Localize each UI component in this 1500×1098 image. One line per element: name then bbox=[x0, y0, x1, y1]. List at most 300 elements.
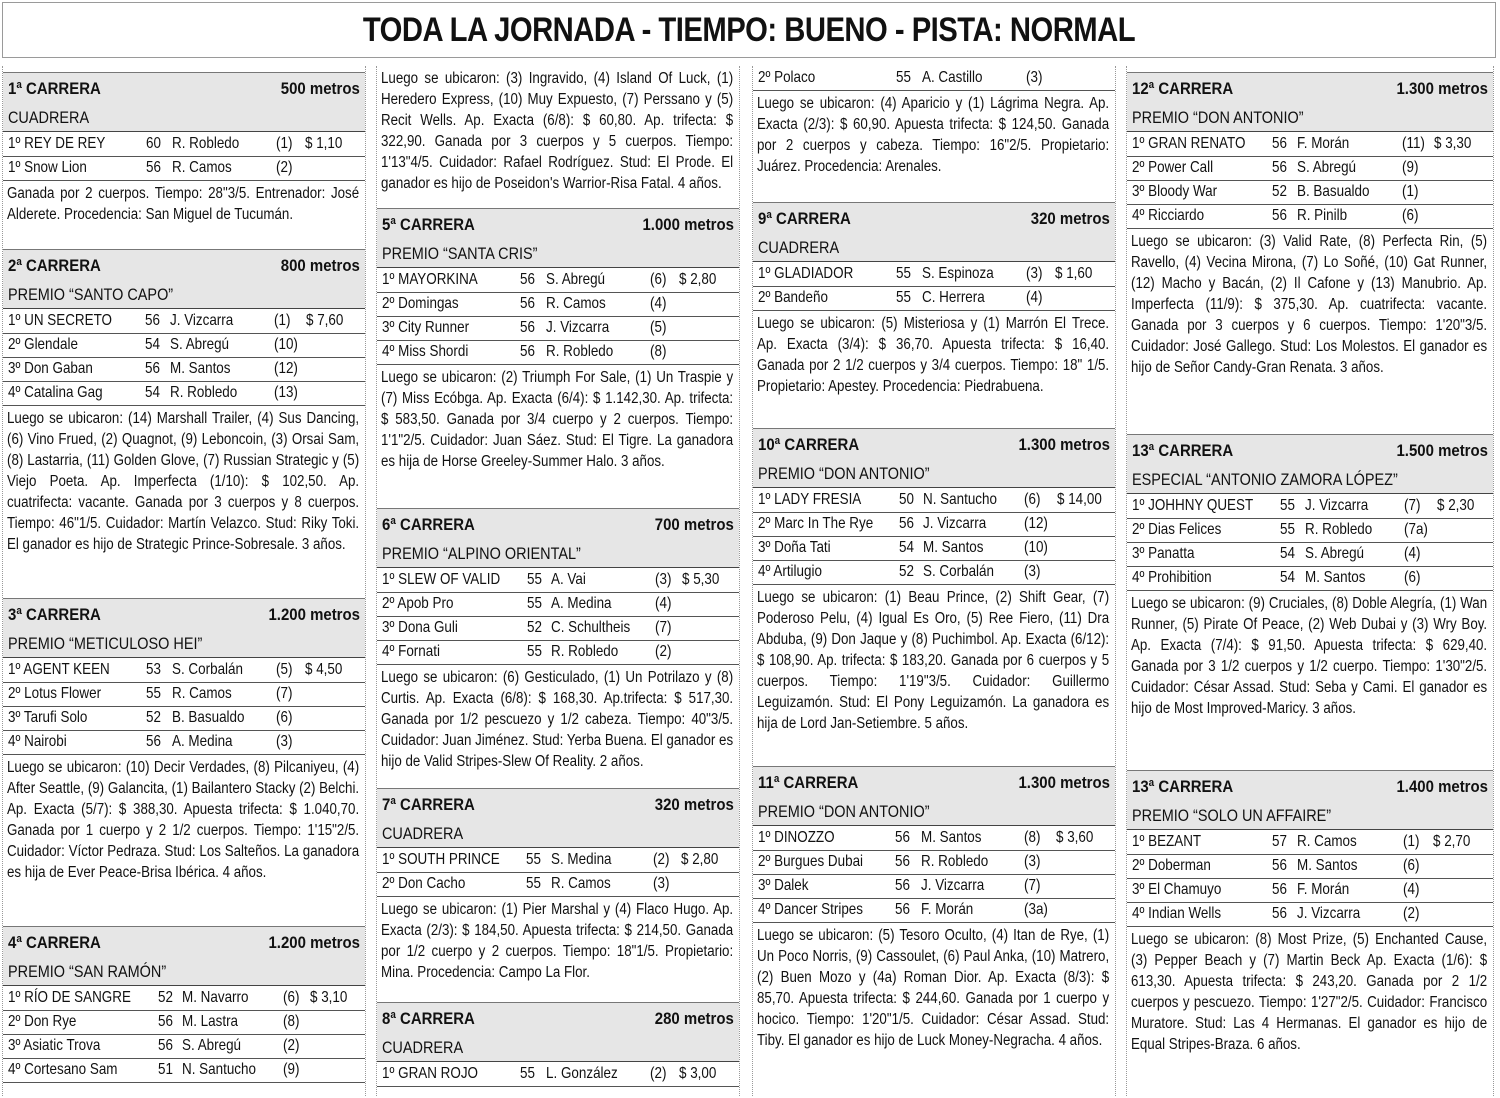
jockey: R. Camos bbox=[171, 685, 232, 702]
race-notes-text: Luego se ubicaron: (4) Aparicio y (1) Lágrima Negra. Ap. Exacta (2/3): $ 60,90. Apuesta trifecta: $ 124,50. Ganada por 2 cuerpos y cabeza. Tiempo: 16"2/5. Propietario: Juárez. Procedencia: Arenales. bbox=[757, 94, 1110, 175]
race-prize bbox=[3, 959, 365, 986]
jockey-cell bbox=[919, 898, 1022, 922]
horse-name-cell bbox=[3, 132, 144, 156]
race-header bbox=[3, 926, 365, 959]
horse-name: 1º Snow Lion bbox=[8, 159, 87, 176]
results-table bbox=[753, 66, 1115, 91]
jockey: F. Morán bbox=[920, 901, 973, 918]
result-row bbox=[753, 66, 1115, 90]
payout-cell bbox=[677, 292, 739, 316]
race-number: 13ª CARRERA bbox=[1132, 777, 1234, 796]
race-header bbox=[753, 766, 1115, 799]
weight: 55 bbox=[1280, 496, 1296, 514]
post-position-cell bbox=[1022, 488, 1054, 512]
post-position: (7a) bbox=[1404, 521, 1429, 538]
result-row bbox=[1127, 542, 1493, 566]
post-position: (6) bbox=[1403, 857, 1420, 874]
column-3 bbox=[752, 66, 1116, 1096]
jockey-cell bbox=[919, 850, 1022, 874]
weight: 56 bbox=[520, 295, 536, 312]
weight-cell bbox=[143, 333, 168, 357]
jockey: R. Robledo bbox=[170, 384, 238, 401]
horse-name: 4º Cortesano Sam bbox=[8, 1061, 118, 1078]
post-position: (1) bbox=[1403, 832, 1420, 850]
jockey-cell bbox=[921, 488, 1022, 512]
jockey-cell bbox=[170, 658, 275, 682]
post-position: (12) bbox=[1024, 515, 1049, 532]
race-prize-text: PREMIO “DON ANTONIO” bbox=[758, 464, 930, 483]
payout-cell bbox=[304, 357, 365, 381]
race-distance: 1.300 metros bbox=[1018, 773, 1110, 792]
horse-name: 2º Bandeño bbox=[758, 289, 828, 306]
payout-cell bbox=[677, 340, 739, 364]
weight: 56 bbox=[158, 1037, 174, 1054]
race-number: 1ª CARRERA bbox=[8, 79, 101, 98]
results-table bbox=[377, 568, 739, 665]
race-number: 6ª CARRERA bbox=[382, 515, 475, 534]
post-position: (2) bbox=[282, 1037, 300, 1054]
payout-cell bbox=[308, 1058, 365, 1082]
weight-cell bbox=[893, 874, 918, 898]
post-position: (12) bbox=[273, 360, 298, 377]
jockey: R. Camos bbox=[545, 295, 606, 312]
post-position-cell bbox=[1022, 512, 1054, 536]
horse-name: 3º Bloody War bbox=[1132, 183, 1218, 200]
race-distance: 320 metros bbox=[1030, 209, 1110, 228]
race-prize-text: PREMIO “SANTA CRIS” bbox=[382, 244, 538, 263]
results-table bbox=[1127, 494, 1493, 591]
weight-cell bbox=[1278, 566, 1302, 590]
race-notes-text: Luego se ubicaron: (8) Most Prize, (5) Enchanted Cause, (3) Pepper Beach y (7) Martin Beck Ap. Exacta (1/6): $ 613,30. Apuesta trifecta: $ 243,20. Ganada por 2 1/2 cuerpos y pescuezo. Tiempo: 1'27"2/5. Cuidador: Francisco Muratore. Stud: Las 4 Hermanas. El ganador es hijo de Equal Stripes-Braza. 6 años. bbox=[1131, 930, 1488, 1053]
jockey: A. Medina bbox=[171, 733, 233, 750]
results-table bbox=[3, 132, 365, 181]
horse-name-cell bbox=[753, 512, 897, 536]
jockey-cell bbox=[921, 560, 1022, 584]
jockey-cell bbox=[168, 357, 271, 381]
post-position-cell bbox=[281, 1034, 308, 1058]
jockey-cell bbox=[170, 730, 275, 754]
weight: 55 bbox=[526, 643, 542, 660]
jockey-cell bbox=[168, 381, 271, 405]
weight: 55 bbox=[896, 264, 912, 282]
result-row bbox=[377, 872, 739, 896]
post-position-cell bbox=[274, 682, 303, 706]
post-position-cell bbox=[272, 333, 304, 357]
horse-name: 4º Prohibition bbox=[1132, 569, 1212, 586]
post-position: (7) bbox=[654, 619, 672, 636]
post-position: (1) bbox=[273, 311, 291, 329]
post-position: (13) bbox=[273, 384, 298, 401]
jockey-cell bbox=[1295, 830, 1401, 854]
payout: $ 3,30 bbox=[1433, 134, 1471, 152]
horse-name: 2º Don Cacho bbox=[382, 875, 466, 892]
race-notes-text: Luego se ubicaron: (5) Misteriosa y (1) Marrón El Trece. Ap. Exacta (3/4): $ 36,70. Apuesta trifecta: $ 16,40. Ganada por 2 1/2 cuerpos y 3/4 cuerpos. Tiempo: 18" 1/5. Propietario: Apestey. Procedencia: Piedrabuena. bbox=[757, 314, 1110, 395]
race-notes-text: Luego se ubicaron: (10) Decir Verdades, (8) Pilcaniyeu, (4) After Seattle, (9) Galancita, (1) Bailantero Stacky (2) Belchi. Ap. Exacta (5/7): $ 388,30. Apuesta trifecta: $ 1.040,70. Ganada por 1 cuerpo y 2 1/2 cuerpos. Tiempo: 1'15"2/5. Cuidador: Víctor Pedraza. Stud: Los Salteños. La ganadora es hija de Ever Peace-Brisa Ibérica. 4 años. bbox=[7, 758, 360, 881]
race-prize-text: CUADRERA bbox=[758, 238, 840, 257]
race-notes-text: Ganada por 2 cuerpos. Tiempo: 28"3/5. Entrenador: José Alderete. Procedencia: San Miguel de Tucumán. bbox=[7, 184, 360, 223]
horse-name: 2º Burgues Dubai bbox=[758, 853, 864, 870]
payout-cell bbox=[1435, 518, 1493, 542]
jockey-cell bbox=[549, 640, 652, 664]
race-notes-text: Luego se ubicaron: (1) Pier Marshal y (4) Flaco Hugo. Ap. Exacta (2/3): $ 184,50. Apuesta trifecta: $ 214,50. Ganada por 1/2 cuerpo y 2 cuerpos. Tiempo: 18"1/5. Propietario: Mina. Procedencia: Campo La Flor. bbox=[381, 900, 734, 981]
weight: 56 bbox=[895, 853, 911, 870]
results-table bbox=[3, 658, 365, 755]
race-notes bbox=[753, 585, 1115, 734]
horse-name: 1º RÍO DE SANGRE bbox=[8, 988, 131, 1006]
result-row bbox=[753, 826, 1115, 850]
race-block bbox=[377, 788, 739, 983]
weight: 55 bbox=[526, 875, 542, 892]
horse-name-cell bbox=[377, 640, 525, 664]
horse-name: 1º LADY FRESIA bbox=[758, 490, 862, 508]
weight: 56 bbox=[1271, 881, 1287, 898]
race-notes bbox=[753, 923, 1115, 1051]
payout: $ 3,10 bbox=[309, 988, 348, 1006]
weight: 56 bbox=[145, 360, 161, 377]
weight-cell bbox=[894, 66, 919, 90]
race-prize bbox=[377, 821, 739, 848]
horse-name-cell bbox=[753, 66, 894, 90]
race-prize bbox=[753, 235, 1115, 262]
race-notes-text: Luego se ubicaron: (2) Triumph For Sale, (1) Un Traspie y (7) Miss Ecóbga. Ap. Exacta (6/4): $ 1.142,30. Ap. trifecta: $ 583,50. Ganada por 3/4 cuerpo y 2 cuerpos. Tiempo: 1'1"2/5. Cuidador: Juan Sáez. Stud: El Tigre. La ganadora es hija de Horse Greeley-Summer Halo. 3 años. bbox=[381, 368, 734, 470]
weight-cell bbox=[156, 1010, 180, 1034]
weight-cell bbox=[894, 286, 919, 310]
horse-name-cell bbox=[3, 1034, 156, 1058]
result-row bbox=[1127, 156, 1493, 180]
weight-cell bbox=[893, 898, 918, 922]
race-notes-text: Luego se ubicaron: (3) Valid Rate, (8) Perfecta Rin, (5) Ravello, (4) Vecina Mirona, (7) Lo Soñé, (10) Gat Runner, (12) Macho y Bacán, (2) Il Cafone y (13) Manubrio. Ap. Imperfecta (11/9): $ 375,30. Ap. cuatrifecta: vacante. Ganada por 3 cuerpos y 6 cuerpos. Tiempo: 1'20"3/5. Cuidador: José Gallego. Stud: Los Molestos. El ganador es hijo de Señor Candy-Gran Renata. 3 años. bbox=[1131, 232, 1488, 376]
race-notes-text: Luego se ubicaron: (9) Cruciales, (8) Doble Alegría, (1) Wan Runner, (5) Pirate Of Peace, (2) Web Dubai y (3) Wry Boy. Ap. Exacta (7/4): $ 91,50. Apuesta trifecta: $ 629,40. Ganada por 3 1/2 cuerpos y 1/2 cuerpo. Tiempo: 1'30"2/5. Cuidador: César Assad. Stud: Seba y Cami. El ganador es hijo de Most Improved-Maricy. 3 años. bbox=[1131, 594, 1488, 717]
weight: 56 bbox=[1271, 134, 1287, 152]
post-position-cell bbox=[1024, 286, 1053, 310]
horse-name: 4º Artilugio bbox=[758, 563, 822, 580]
race-block bbox=[753, 202, 1115, 397]
weight: 53 bbox=[146, 660, 162, 678]
race-header bbox=[753, 202, 1115, 235]
post-position: (9) bbox=[282, 1061, 300, 1078]
result-row bbox=[753, 512, 1115, 536]
result-row bbox=[1127, 854, 1493, 878]
result-row bbox=[377, 640, 739, 664]
result-row bbox=[377, 316, 739, 340]
horse-name: 3º Don Gaban bbox=[8, 360, 93, 377]
page-title bbox=[2, 2, 1496, 58]
payout-cell bbox=[308, 1010, 365, 1034]
post-position-cell bbox=[1022, 874, 1054, 898]
post-position-cell bbox=[281, 1010, 308, 1034]
payout-cell bbox=[1435, 566, 1493, 590]
race-prize bbox=[1127, 803, 1493, 830]
race-notes-text: Luego se ubicaron: (3) Ingravido, (4) Island Of Luck, (1) Heredero Express, (10) Muy Expuesto, (7) Perssano y (5) Recit Wells. Ap. Exacta (6/8): $ 60,80. Ap. trifecta: $ 322,90. Ganada por 3 cuerpos y 5 cuerpos. Tiempo: 1'13"4/5. Cuidador: Rafael Rodríguez. Stud: El Prode. El ganador es hijo de Poseidon's Warrior-Risa Fatal. 4 años. bbox=[381, 70, 734, 192]
weight-cell bbox=[1270, 878, 1296, 902]
payout-cell bbox=[303, 156, 365, 180]
post-position: (2) bbox=[650, 1064, 667, 1082]
result-row bbox=[377, 592, 739, 616]
weight: 55 bbox=[1280, 521, 1296, 538]
jockey: L. González bbox=[545, 1064, 618, 1082]
post-position: (4) bbox=[650, 295, 667, 312]
result-row bbox=[377, 268, 739, 292]
results-table bbox=[753, 826, 1115, 923]
results-table bbox=[377, 1062, 739, 1087]
horse-name: 3º Panatta bbox=[1132, 545, 1195, 562]
weight-cell bbox=[156, 1058, 180, 1082]
payout: $ 2,80 bbox=[680, 850, 719, 868]
horse-name-cell bbox=[1127, 566, 1278, 590]
jockey: J. Vizcarra bbox=[1304, 496, 1368, 514]
post-position-cell bbox=[1024, 262, 1053, 286]
payout-cell bbox=[680, 568, 739, 592]
horse-name: 3º Dona Guli bbox=[382, 619, 458, 636]
race-number: 4ª CARRERA bbox=[8, 933, 101, 952]
jockey: R. Camos bbox=[1297, 832, 1358, 850]
result-row bbox=[377, 848, 739, 872]
weight-cell bbox=[1270, 156, 1295, 180]
jockey: A. Castillo bbox=[921, 68, 983, 86]
post-position: (6) bbox=[1402, 207, 1419, 224]
jockey: J. Vizcarra bbox=[923, 515, 987, 532]
race-prize-text: CUADRERA bbox=[8, 108, 90, 127]
horse-name-cell bbox=[1127, 830, 1270, 854]
jockey: C. Schultheis bbox=[551, 619, 631, 636]
horse-name: 1º DINOZZO bbox=[758, 828, 835, 846]
result-row bbox=[1127, 830, 1493, 854]
jockey-cell bbox=[1303, 518, 1403, 542]
results-table bbox=[1127, 132, 1493, 229]
horse-name-cell bbox=[3, 156, 144, 180]
weight-cell bbox=[1278, 494, 1302, 518]
weight: 56 bbox=[895, 901, 911, 918]
result-row bbox=[3, 1034, 365, 1058]
payout-cell bbox=[1431, 878, 1493, 902]
weight-cell bbox=[1270, 132, 1295, 156]
post-position-cell bbox=[1022, 826, 1054, 850]
jockey: J. Vizcarra bbox=[920, 877, 984, 894]
post-position: (1) bbox=[276, 134, 293, 152]
weight-cell bbox=[1278, 542, 1302, 566]
jockey: R. Camos bbox=[171, 159, 232, 176]
payout: $ 2,70 bbox=[1432, 832, 1471, 850]
post-position-cell bbox=[274, 730, 303, 754]
horse-name-cell bbox=[753, 898, 893, 922]
weight: 56 bbox=[146, 733, 162, 750]
race-block bbox=[377, 1002, 739, 1087]
jockey: R. Pinilb bbox=[1297, 207, 1348, 224]
post-position-cell bbox=[274, 706, 303, 730]
race-prize bbox=[377, 241, 739, 268]
post-position-cell bbox=[1402, 494, 1434, 518]
post-position-cell bbox=[1402, 518, 1434, 542]
race-header bbox=[377, 1002, 739, 1035]
post-position-cell bbox=[1400, 156, 1431, 180]
jockey: J. Vizcarra bbox=[545, 319, 609, 336]
race-notes bbox=[377, 66, 739, 194]
race-distance: 1.000 metros bbox=[642, 215, 734, 234]
race-block bbox=[377, 66, 739, 194]
payout-cell bbox=[303, 706, 365, 730]
race-distance: 800 metros bbox=[280, 256, 360, 275]
payout-cell bbox=[308, 1034, 365, 1058]
payout-cell bbox=[1053, 66, 1115, 90]
weight-cell bbox=[525, 616, 550, 640]
payout-cell bbox=[1054, 850, 1115, 874]
weight-cell bbox=[1270, 854, 1296, 878]
result-row bbox=[377, 1062, 739, 1086]
payout: $ 3,60 bbox=[1056, 828, 1094, 846]
post-position-cell bbox=[651, 872, 679, 896]
race-notes bbox=[3, 406, 365, 555]
horse-name-cell bbox=[377, 616, 525, 640]
weight: 56 bbox=[520, 270, 536, 288]
race-block bbox=[1127, 72, 1493, 378]
weight-cell bbox=[144, 132, 169, 156]
jockey: A. Medina bbox=[551, 595, 612, 612]
jockey: B. Basualdo bbox=[171, 709, 244, 726]
horse-name-cell bbox=[377, 340, 518, 364]
horse-name-cell bbox=[3, 682, 144, 706]
race-prize-text: PREMIO “SOLO UN AFFAIRE” bbox=[1132, 806, 1332, 825]
race-prize-text: PREMIO “ALPINO ORIENTAL” bbox=[382, 544, 581, 563]
weight-cell bbox=[156, 1034, 180, 1058]
weight-cell bbox=[897, 512, 921, 536]
horse-name-cell bbox=[3, 1010, 156, 1034]
post-position: (3) bbox=[1024, 563, 1041, 580]
horse-name-cell bbox=[753, 874, 893, 898]
weight-cell bbox=[144, 706, 169, 730]
weight-cell bbox=[518, 316, 543, 340]
weight-cell bbox=[1278, 518, 1302, 542]
horse-name-cell bbox=[1127, 854, 1270, 878]
post-position: (6) bbox=[1404, 569, 1421, 586]
race-prize-text: CUADRERA bbox=[382, 824, 464, 843]
post-position-cell bbox=[1401, 878, 1430, 902]
payout-cell bbox=[677, 316, 739, 340]
result-row bbox=[753, 560, 1115, 584]
race-number: 9ª CARRERA bbox=[758, 209, 851, 228]
weight: 57 bbox=[1271, 832, 1287, 850]
weight-cell bbox=[894, 262, 919, 286]
post-position: (3) bbox=[1026, 264, 1043, 282]
post-position-cell bbox=[653, 592, 681, 616]
jockey-cell bbox=[921, 512, 1022, 536]
result-row bbox=[3, 156, 365, 180]
race-number: 2ª CARRERA bbox=[8, 256, 101, 275]
race-prize-text: PREMIO “METICULOSO HEI” bbox=[8, 634, 203, 653]
payout: $ 2,30 bbox=[1436, 496, 1475, 514]
post-position-cell bbox=[1401, 854, 1430, 878]
horse-name: 3º City Runner bbox=[382, 319, 470, 336]
weight: 55 bbox=[896, 68, 912, 86]
jockey-cell bbox=[919, 874, 1022, 898]
horse-name: 4º Indian Wells bbox=[1132, 905, 1222, 922]
race-distance: 1.500 metros bbox=[1396, 441, 1488, 460]
horse-name-cell bbox=[3, 381, 143, 405]
result-row bbox=[3, 1010, 365, 1034]
post-position-cell bbox=[1022, 850, 1054, 874]
horse-name: 1º GRAN RENATO bbox=[1132, 134, 1246, 152]
weight-cell bbox=[524, 848, 549, 872]
post-position-cell bbox=[648, 268, 677, 292]
race-notes bbox=[3, 181, 365, 225]
payout-cell bbox=[308, 986, 365, 1010]
result-row bbox=[377, 292, 739, 316]
result-row bbox=[753, 286, 1115, 310]
jockey-cell bbox=[549, 616, 652, 640]
weight-cell bbox=[525, 640, 550, 664]
weight: 56 bbox=[1271, 207, 1287, 224]
race-block bbox=[3, 249, 365, 555]
jockey: F. Morán bbox=[1297, 881, 1350, 898]
payout: $ 2,80 bbox=[679, 270, 717, 288]
race-notes bbox=[1127, 927, 1493, 1055]
race-header bbox=[3, 249, 365, 282]
post-position: (4) bbox=[654, 595, 672, 612]
horse-name: 3º Dalek bbox=[758, 877, 809, 894]
result-row bbox=[1127, 132, 1493, 156]
jockey-cell bbox=[544, 268, 649, 292]
horse-name: 4º Ricciardo bbox=[1132, 207, 1205, 224]
race-block bbox=[1127, 434, 1493, 719]
weight: 55 bbox=[146, 685, 162, 702]
result-row bbox=[3, 132, 365, 156]
horse-name-cell bbox=[377, 592, 525, 616]
post-position-cell bbox=[651, 848, 679, 872]
weight-cell bbox=[144, 156, 169, 180]
weight-cell bbox=[156, 986, 180, 1010]
result-row bbox=[3, 309, 365, 333]
jockey: M. Santos bbox=[920, 828, 982, 846]
race-block bbox=[377, 508, 739, 772]
horse-name-cell bbox=[753, 536, 897, 560]
race-prize-text: CUADRERA bbox=[382, 1038, 464, 1057]
payout-cell bbox=[1055, 560, 1115, 584]
weight: 55 bbox=[520, 1064, 536, 1082]
payout-cell bbox=[304, 381, 365, 405]
jockey-cell bbox=[1295, 156, 1400, 180]
horse-name: 1º REY DE REY bbox=[8, 134, 106, 152]
horse-name-cell bbox=[1127, 204, 1270, 228]
post-position-cell bbox=[1402, 542, 1434, 566]
jockey-cell bbox=[544, 316, 649, 340]
payout: $ 4,50 bbox=[305, 660, 343, 678]
post-position: (3) bbox=[1026, 68, 1043, 86]
race-block bbox=[3, 598, 365, 883]
post-position: (2) bbox=[1403, 905, 1420, 922]
result-row bbox=[753, 488, 1115, 512]
jockey-cell bbox=[921, 536, 1022, 560]
payout-cell bbox=[1431, 854, 1493, 878]
jockey: R. Robledo bbox=[545, 343, 613, 360]
race-header bbox=[3, 598, 365, 631]
race-header bbox=[753, 428, 1115, 461]
post-position: (10) bbox=[273, 336, 298, 353]
horse-name-cell bbox=[377, 1062, 518, 1086]
horse-name: 2º Lotus Flower bbox=[8, 685, 102, 702]
race-notes bbox=[1127, 229, 1493, 378]
results-table bbox=[3, 986, 365, 1083]
horse-name: 2º Marc In The Rye bbox=[758, 515, 874, 532]
horse-name-cell bbox=[1127, 494, 1278, 518]
result-row bbox=[1127, 566, 1493, 590]
race-notes bbox=[1127, 591, 1493, 719]
jockey-cell bbox=[549, 568, 652, 592]
jockey: S. Abregú bbox=[170, 336, 230, 353]
results-table bbox=[1127, 830, 1493, 927]
horse-name-cell bbox=[3, 658, 144, 682]
weight-cell bbox=[143, 381, 168, 405]
race-notes-text: Luego se ubicaron: (1) Beau Prince, (2) Shift Gear, (7) Poderoso Pelu, (4) Igual Es Oro, (5) Ree Fiero, (11) Dra Abduba, (9) Don Jaque y (8) Puchimbol. Ap. Exacta (6/12): $ 108,90. Ap. trifecta: $ 183,20. Ganada por 6 cuerpos y 5 cuerpos. Tiempo: 1'19"3/5. Cuidador: Guillermo Leguizamón. Stud: El Pony Leguizamón. La ganadora es hija de Lord Jan-Setiembre. 5 años. bbox=[757, 588, 1110, 732]
race-prize bbox=[3, 282, 365, 309]
